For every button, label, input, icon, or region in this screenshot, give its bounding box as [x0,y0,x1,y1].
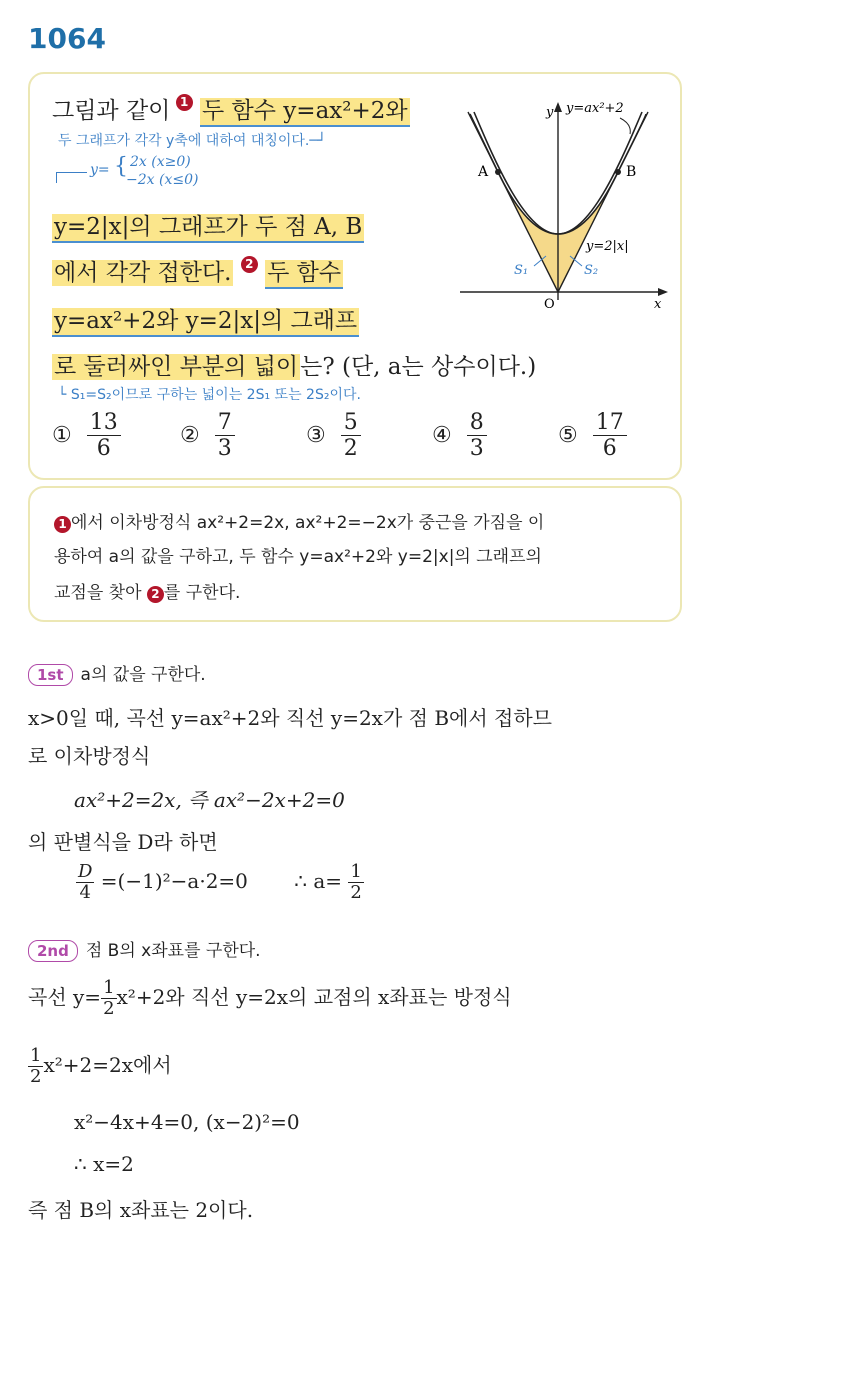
s2-half-num-2: 1 [30,1045,42,1066]
s2-line-3: x²−4x+4=0, (x−2)²=0 [74,1110,300,1134]
hint-card [28,486,682,622]
a-den: 2 [350,881,362,903]
s2-line-4: ∴ x=2 [74,1152,134,1176]
option-5-frac [593,410,627,462]
s2-line-1-a: 곡선 y= [28,984,102,1009]
question-line-5-a: 로 둘러싸인 부분의 넓이 [54,354,299,380]
s2-half-frac-2 [28,1046,43,1087]
piecewise-bottom: −2x (x≤0) [126,172,199,188]
option-1-den: 6 [96,436,111,462]
problem-card [28,72,682,480]
option-2-frac [215,410,235,462]
option-4-frac [467,410,487,462]
s2-half-den-2: 2 [30,1065,42,1087]
option-3-num: 5 [341,410,361,436]
option-5-den: 6 [602,436,617,462]
label-s2: S₂ [584,263,599,278]
label-s1: S₁ [514,263,529,278]
step2-header [28,936,261,962]
step1-tag: 1st [28,664,73,686]
option-1-frac [87,410,121,462]
option-1-num: 13 [87,410,121,436]
a-num: 1 [350,861,362,882]
hint-line-2 [54,542,542,567]
step1-header [28,660,206,686]
option-4-den: 3 [469,436,484,462]
piecewise-top: 2x (x≥0) [130,154,191,170]
question-line-1-b: 두 함수 y=ax²+2와 [200,98,410,127]
hint-line-1-text: 에서 이차방정식 ax²+2=2x, ax²+2=−2x가 중근을 가짐을 이 [71,513,545,533]
label-abs: y=2|x| [586,239,629,254]
s1-line-4: 의 판별식을 D라 하면 [28,830,218,854]
label-b: B [626,164,637,180]
graph-figure [456,94,676,324]
badge-1: 1 [176,94,193,111]
hint-badge-1: 1 [54,516,71,533]
step2-title: 점 B의 x좌표를 구한다. [85,941,261,961]
option-1-mark: ① [52,422,72,448]
option-2-num: 7 [215,410,235,436]
hint-line-3-a: 교점을 찾아 [54,583,142,603]
y-axis-arrow-icon [554,102,562,112]
label-y: y [546,105,554,120]
option-3-mark: ③ [306,422,326,448]
point-b-dot [615,169,621,175]
option-4[interactable] [432,410,487,462]
a-value-frac [348,862,363,903]
question-line-3 [52,254,343,287]
d-num: D [78,861,93,882]
option-5-mark: ⑤ [558,422,578,448]
note-symmetry-text: 두 그래프가 각각 y축에 대하여 대칭이다. [58,133,310,149]
parabola-pointer [620,118,630,134]
hint-line-1 [54,508,544,533]
s2-half-den-1: 2 [103,997,115,1019]
hint-line-2-text: 용하여 a의 값을 구하고, 두 함수 y=ax²+2와 y=2|x|의 그래프의 [54,547,542,567]
x-axis-arrow-icon [658,288,668,296]
question-line-1-a: 그림과 같이 [52,98,171,124]
d-over-4-frac [76,862,94,903]
problem-number: 1064 [28,22,106,55]
question-line-4-text: y=ax²+2와 y=2|x|의 그래프 [52,308,359,337]
note-symmetry: 두 그래프가 각각 y축에 대하여 대칭이다.─┘ [58,133,327,149]
s2-line-2-b: x²+2=2x에서 [43,1052,172,1077]
label-a: A [478,164,489,180]
s2-half-num-1: 1 [103,977,115,998]
s2-line-1 [28,978,512,1019]
hint-badge-2: 2 [147,586,164,603]
option-2-mark: ② [180,422,200,448]
question-line-2 [52,208,364,241]
option-4-mark: ④ [432,422,452,448]
option-1[interactable] [52,410,121,462]
s2-line-2 [28,1046,172,1087]
point-a-dot [495,169,501,175]
option-2[interactable] [180,410,235,462]
option-3-den: 2 [343,436,358,462]
option-3-frac [341,410,361,462]
option-4-num: 8 [467,410,487,436]
s2-half-frac-1 [101,978,116,1019]
question-line-1 [52,92,410,125]
brace-icon: { [114,154,128,179]
note-area-text: S₁=S₂이므로 구하는 넓이는 2S₁ 또는 2S₂이다. [70,387,361,403]
hint-line-3 [54,578,240,603]
question-line-3-b: 두 함수 [265,260,343,289]
question-line-5 [52,348,536,381]
label-origin: O [544,297,555,312]
s1-therefore: ∴ a= [294,868,343,893]
s1-line-2: 로 이차방정식 [28,744,151,768]
option-5-num: 17 [593,410,627,436]
step2-tag: 2nd [28,940,78,962]
s1-line-1: x>0일 때, 곡선 y=ax²+2와 직선 y=2x가 점 B에서 접하므 [28,706,552,730]
step1-title: a의 값을 구한다. [80,665,206,685]
piecewise-bracket [56,172,87,183]
s2-line-1-b: x²+2와 직선 y=2x의 교점의 x좌표는 방정식 [116,984,512,1009]
question-line-3-a: 에서 각각 접한다. [54,260,232,286]
s2-line-5: 즉 점 B의 x좌표는 2이다. [28,1198,254,1222]
d-den: 4 [79,881,91,903]
question-line-2-text: y=2|x|의 그래프가 두 점 A, B [52,214,364,243]
label-parabola: y=ax²+2 [566,101,624,116]
hint-line-3-b: 를 구한다. [163,583,241,603]
piecewise-lhs: y= [90,162,110,178]
label-x: x [654,297,662,312]
s1-discriminant: =(−1)²−a·2=0 [100,868,248,893]
question-line-5-b: 는? (단, a는 상수이다.) [300,354,537,380]
note-area: └ S₁=S₂이므로 구하는 넓이는 2S₁ 또는 2S₂이다. [58,387,361,403]
question-line-4 [52,302,359,335]
badge-2: 2 [241,256,258,273]
s1-line-3: ax²+2=2x, 즉 ax²−2x+2=0 [74,788,345,812]
option-5[interactable] [558,410,627,462]
option-3[interactable] [306,410,361,462]
s1-line-5 [76,862,364,903]
option-2-den: 3 [217,436,232,462]
